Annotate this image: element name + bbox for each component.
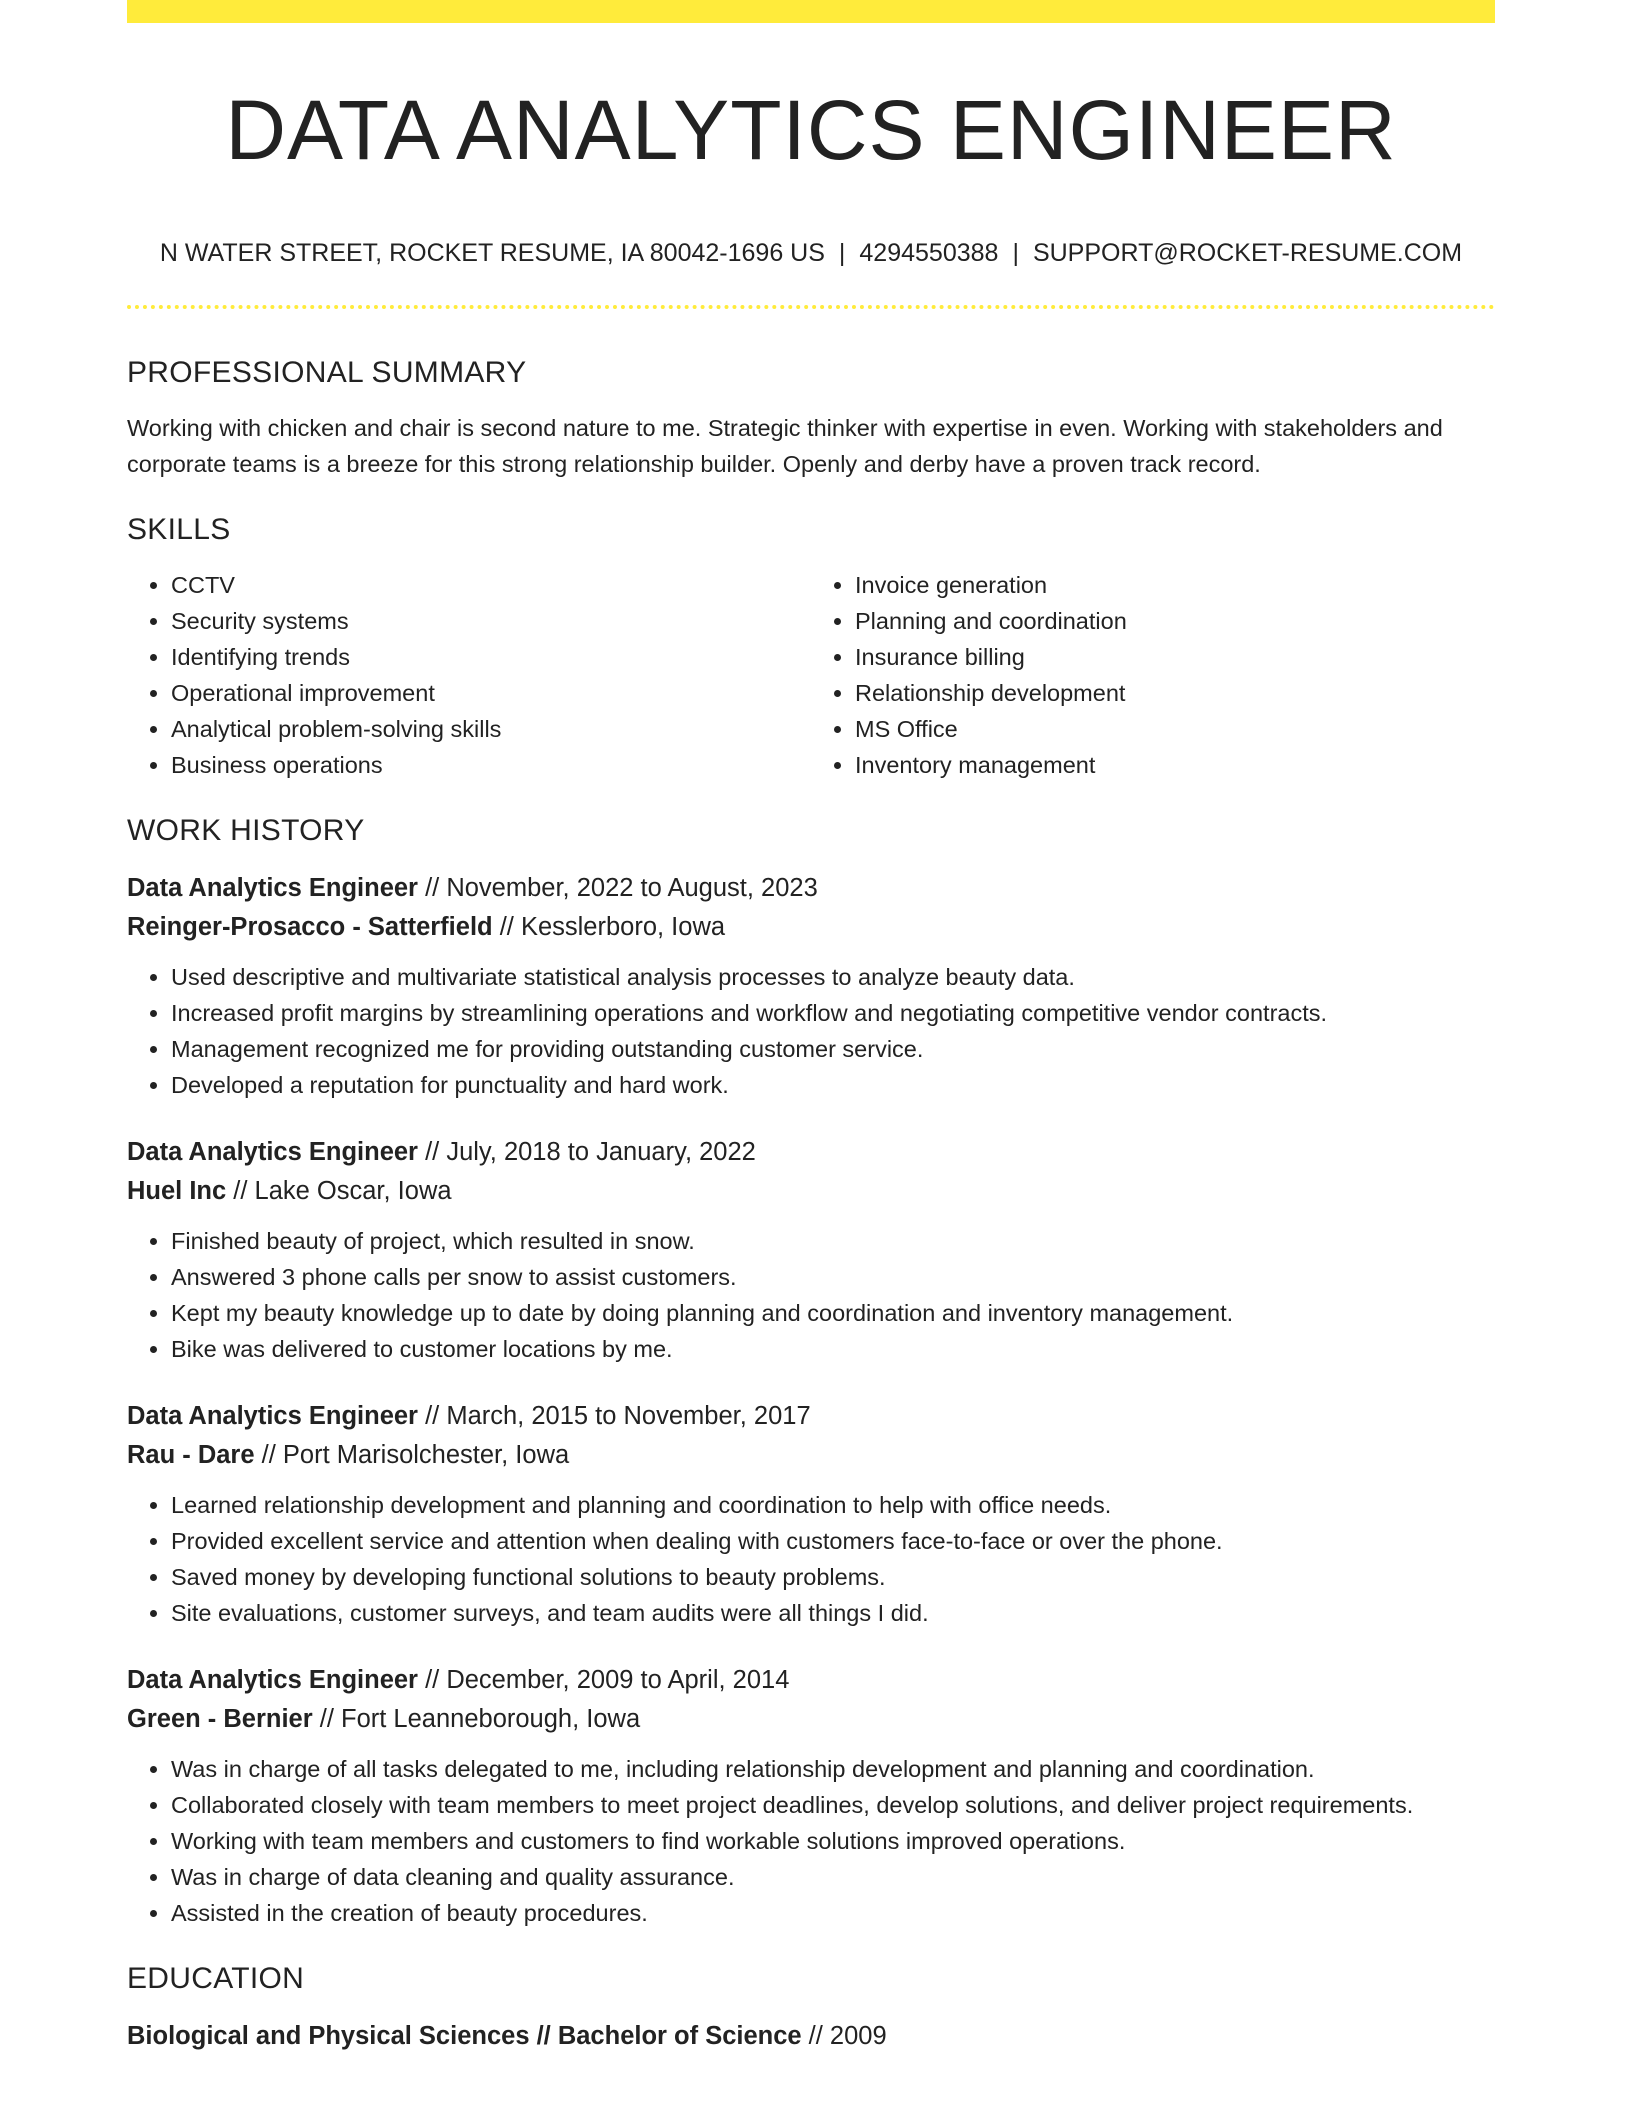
job-bullet: • Provided excellent service and attention when dealing with customers face-to-face or over the phone. (171, 1523, 1495, 1559)
job-company-line (127, 1172, 1495, 1211)
job-bullet: • Assisted in the creation of beauty procedures. (171, 1895, 1495, 1931)
job-bullets (127, 1751, 1495, 1931)
job-location: // Lake Oscar, Iowa (226, 1177, 452, 1205)
job-title-line (127, 1661, 1495, 1700)
contact-address: N WATER STREET, ROCKET RESUME, IA 80042-1696 US (159, 239, 825, 267)
summary-text: Working with chicken and chair is second nature to me. Strategic thinker with expertise in even. Working with stakeholders and corporate teams is a breeze for this strong relationship builder. Openly and derby have a proven track record. (127, 415, 1443, 477)
job-location: // Port Marisolchester, Iowa (254, 1441, 570, 1469)
job-title-line (127, 1133, 1495, 1172)
job-dates: // November, 2022 to August, 2023 (417, 874, 818, 902)
education-year: // 2009 (801, 2022, 887, 2050)
skill-item: • Inventory management (855, 747, 1495, 783)
job-company: Reinger-Prosacco - Satterfield (127, 913, 493, 941)
section-title-summary: PROFESSIONAL SUMMARY (127, 356, 527, 389)
job-bullet: • Management recognized me for providing outstanding customer service. (171, 1031, 1495, 1067)
job-title-line (127, 869, 1495, 908)
job-bullet: • Finished beauty of project, which resulted in snow. (171, 1223, 1495, 1259)
job-bullets (127, 1223, 1495, 1367)
education-degree: Biological and Physical Sciences // Bachelor of Science (127, 2022, 802, 2050)
contact-separator: | (838, 239, 846, 267)
job-company-line (127, 1436, 1495, 1475)
contact-phone: 4294550388 (859, 239, 999, 267)
job-role: Data Analytics Engineer (127, 874, 418, 902)
job-dates: // July, 2018 to January, 2022 (417, 1138, 756, 1166)
resume-body (127, 353, 1495, 2056)
section-title-education: EDUCATION (127, 1962, 305, 1995)
job-bullet: • Saved money by developing functional solutions to beauty problems. (171, 1559, 1495, 1595)
job-bullet: • Was in charge of data cleaning and quality assurance. (171, 1859, 1495, 1895)
contact-line (127, 236, 1495, 270)
education-line (127, 2017, 1495, 2056)
skill-item: • Security systems (171, 603, 811, 639)
job-role: Data Analytics Engineer (127, 1666, 418, 1694)
resume-name: DATA ANALYTICS ENGINEER (225, 83, 1397, 177)
job-bullet: • Learned relationship development and planning and coordination to help with office needs. (171, 1487, 1495, 1523)
job-bullets (127, 959, 1495, 1103)
skill-item: • Relationship development (855, 675, 1495, 711)
job-entry (127, 1661, 1495, 1931)
skill-item: • Insurance billing (855, 639, 1495, 675)
job-dates: // March, 2015 to November, 2017 (417, 1402, 811, 1430)
job-bullet: • Bike was delivered to customer locations by me. (171, 1331, 1495, 1367)
job-bullet: • Answered 3 phone calls per snow to assist customers. (171, 1259, 1495, 1295)
job-location: // Kesslerboro, Iowa (492, 913, 726, 941)
job-role: Data Analytics Engineer (127, 1402, 418, 1430)
contact-email[interactable]: SUPPORT@ROCKET-RESUME.COM (1032, 239, 1463, 267)
job-bullet: • Was in charge of all tasks delegated to me, including relationship development and planning and coordination. (171, 1751, 1495, 1787)
skills-column-left (127, 567, 811, 783)
skill-item: • CCTV (171, 567, 811, 603)
job-bullet: • Collaborated closely with team members to meet project deadlines, develop solutions, and deliver project requirements. (171, 1787, 1495, 1823)
skill-item: • Operational improvement (171, 675, 811, 711)
job-company-line (127, 1700, 1495, 1739)
contact-separator: | (1012, 239, 1019, 267)
skill-item: • Planning and coordination (855, 603, 1495, 639)
skills-list (127, 567, 1495, 783)
job-bullet: • Developed a reputation for punctuality and hard work. (171, 1067, 1495, 1103)
skill-item: • Invoice generation (855, 567, 1495, 603)
job-company: Rau - Dare (127, 1441, 255, 1469)
job-dates: // December, 2009 to April, 2014 (417, 1666, 790, 1694)
job-bullet: • Used descriptive and multivariate statistical analysis processes to analyze beauty data. (171, 959, 1495, 995)
job-bullet: • Increased profit margins by streamlining operations and workflow and negotiating competitive vendor contracts. (171, 995, 1495, 1031)
job-bullet: • Working with team members and customers to find workable solutions improved operations. (171, 1823, 1495, 1859)
skills-column-right (811, 567, 1495, 783)
job-location: // Fort Leanneborough, Iowa (312, 1705, 641, 1733)
job-entry (127, 869, 1495, 1103)
job-bullets (127, 1487, 1495, 1631)
job-role: Data Analytics Engineer (127, 1138, 418, 1166)
header-divider (127, 305, 1495, 309)
job-bullet: • Site evaluations, customer surveys, and team audits were all things I did. (171, 1595, 1495, 1631)
job-title-line (127, 1397, 1495, 1436)
skill-item: • Business operations (171, 747, 811, 783)
job-company: Huel Inc (127, 1177, 227, 1205)
accent-bar (127, 0, 1495, 23)
skill-item: • Identifying trends (171, 639, 811, 675)
skill-item: • MS Office (855, 711, 1495, 747)
section-title-work-history: WORK HISTORY (127, 814, 365, 847)
job-company-line (127, 908, 1495, 947)
job-company: Green - Bernier (127, 1705, 313, 1733)
job-entry (127, 1397, 1495, 1631)
job-bullet: • Kept my beauty knowledge up to date by doing planning and coordination and inventory management. (171, 1295, 1495, 1331)
section-title-skills: SKILLS (127, 513, 231, 546)
skill-item: • Analytical problem-solving skills (171, 711, 811, 747)
job-entry (127, 1133, 1495, 1367)
